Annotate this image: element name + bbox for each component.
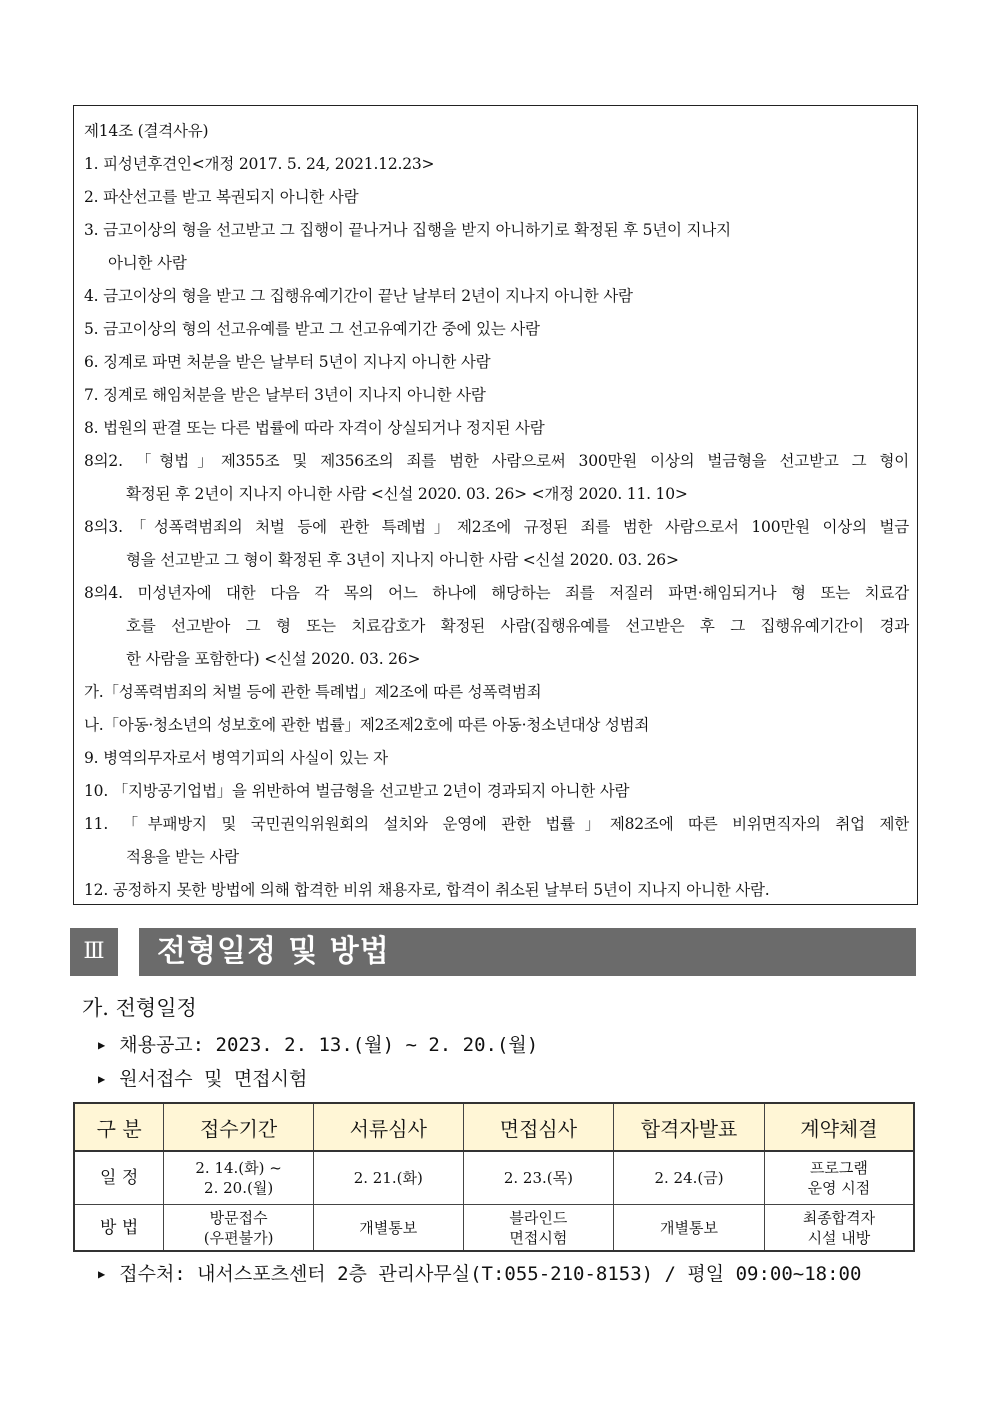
bullet-item [98,1030,538,1057]
section-number: Ⅲ [70,928,118,976]
cell-text: 면접시험 [509,1228,568,1247]
clause-line: 8의3.「성폭력범죄의 처벌 등에 관한 특례법」제2조에 규정된 죄를 범한 사람으로서 100만원 이상의 벌금 [84,518,909,536]
clause-line: 1. 피성년후견인<개정 2017. 5. 24, 2021.12.23> [84,155,435,173]
table-header: 합격자발표 [614,1103,765,1151]
table-header: 계약체결 [764,1103,914,1151]
table-header-row [74,1103,914,1151]
clause-line: 8. 법원의 판결 또는 다른 법률에 따라 자격이 상실되거나 정지된 사람 [84,419,545,437]
table-cell [313,1205,463,1252]
cell-text: 2. 21.(화) [353,1169,423,1187]
cell-text: 일 정 [100,1168,139,1188]
table-cell [764,1151,914,1205]
triangle-right-icon: ▶ [98,1038,106,1052]
cell-text: 2. 24.(금) [654,1169,724,1187]
cell-text: 2. 14.(화) ~ [195,1159,282,1177]
clause-line: 7. 징계로 해임처분을 받은 날부터 3년이 지나지 아니한 사람 [84,386,486,404]
table-cell [463,1151,614,1205]
disqualification-box [73,105,918,905]
section-title: 전형일정 및 방법 [139,928,916,976]
bullet-text: 채용공고: 2023. 2. 13.(월) ~ 2. 20.(월) [119,1034,539,1056]
clause-line: 5. 금고이상의 형의 선고유예를 받고 그 선고유예기간 중에 있는 사람 [84,320,540,338]
clause-line: 제14조 (결격사유) [84,122,209,140]
cell-text: (우편불가) [203,1228,274,1247]
triangle-right-icon: ▶ [98,1267,106,1281]
row-label [74,1151,164,1205]
clause-line: 가.「성폭력범죄의 처벌 등에 관한 특례법」제2조에 따른 성폭력범죄 [84,683,542,701]
cell-text: 최종합격자 [802,1208,876,1227]
table-row [74,1151,914,1205]
cell-text: 운영 시점 [807,1179,871,1197]
clause-line: 10. 「지방공기업법」을 위반하여 벌금형을 선고받고 2년이 경과되지 아니한 사람 [84,782,630,800]
clause-line: 확정된 후 2년이 지나지 아니한 사람 <신설 2020. 03. 26> <개정 2020. 11. 10> [126,485,688,503]
schedule-table [73,1102,915,1252]
clause-line: 아니한 사람 [108,254,187,272]
table-header: 구 분 [74,1103,164,1151]
table-cell [463,1205,614,1252]
table-cell [614,1205,765,1252]
cell-text: 개별통보 [359,1218,418,1237]
clause-line: 6. 징계로 파면 처분을 받은 날부터 5년이 지나지 아니한 사람 [84,353,491,371]
clause-line: 11. 「부패방지 및 국민권익위원회의 설치와 운영에 관한 법률」제82조에 따른 비위면직자의 취업 제한 [84,815,909,833]
contact-text: 접수처: 내서스포츠센터 2층 관리사무실(T:055-210-8153) / 평일 09:00~18:00 [119,1263,862,1285]
cell-text: 시설 내방 [807,1228,871,1247]
clause-line: 형을 선고받고 그 형이 확정된 후 3년이 지나지 아니한 사람 <신설 2020. 03. 26> [126,551,679,569]
table-header: 접수기간 [164,1103,314,1151]
clause-line: 9. 병역의무자로서 병역기피의 사실이 있는 자 [84,749,388,767]
table-header: 서류심사 [313,1103,463,1151]
table-cell [614,1151,765,1205]
cell-text: 개별통보 [660,1218,719,1237]
clause-line: 나.「아동·청소년의 성보호에 관한 법률」제2조제2호에 따른 아동·청소년대상 성범죄 [84,716,650,734]
row-label [74,1205,164,1252]
clause-line: 2. 파산선고를 받고 복권되지 아니한 사람 [84,188,359,206]
table-cell [164,1205,314,1252]
triangle-right-icon: ▶ [98,1072,106,1086]
table-header: 면접심사 [463,1103,614,1151]
clause-line: 4. 금고이상의 형을 받고 그 집행유예기간이 끝난 날부터 2년이 지나지 아니한 사람 [84,287,633,305]
cell-text: 블라인드 [509,1208,568,1227]
subsection-title: 가. 전형일정 [82,996,197,1020]
cell-text: 방 법 [100,1217,139,1238]
table-cell [164,1151,314,1205]
cell-text: 방문접수 [209,1208,268,1227]
clause-line: 3. 금고이상의 형을 선고받고 그 집행이 끝나거나 집행을 받지 아니하기로 확정된 후 5년이 지나지 [84,221,731,239]
table-cell [764,1205,914,1252]
contact-bullet [98,1259,861,1286]
cell-text: 프로그램 [809,1159,868,1177]
clause-line: 8의2. 「형법」제355조 및 제356조의 죄를 범한 사람으로써 300만원 이상의 벌금형을 선고받고 그 형이 [84,452,909,470]
clause-line: 적용을 받는 사람 [126,848,239,866]
table-row [74,1205,914,1252]
cell-text: 2. 23.(목) [503,1169,573,1187]
clause-line: 호를 선고받아 그 형 또는 치료감호가 확정된 사람(집행유예를 선고받은 후 그 집행유예기간이 경과 [126,617,909,635]
table-cell [313,1151,463,1205]
clause-line: 한 사람을 포함한다) <신설 2020. 03. 26> [126,650,421,668]
clause-line: 12. 공정하지 못한 방법에 의해 합격한 비위 채용자로, 합격이 취소된 날부터 5년이 지나지 아니한 사람. [84,881,770,899]
cell-text: 2. 20.(월) [204,1179,274,1197]
clause-line: 8의4. 미성년자에 대한 다음 각 목의 어느 하나에 해당하는 죄를 저질러 파면·해임되거나 형 또는 치료감 [84,584,909,602]
bullet-item [98,1064,307,1091]
bullet-text: 원서접수 및 면접시험 [119,1068,308,1090]
